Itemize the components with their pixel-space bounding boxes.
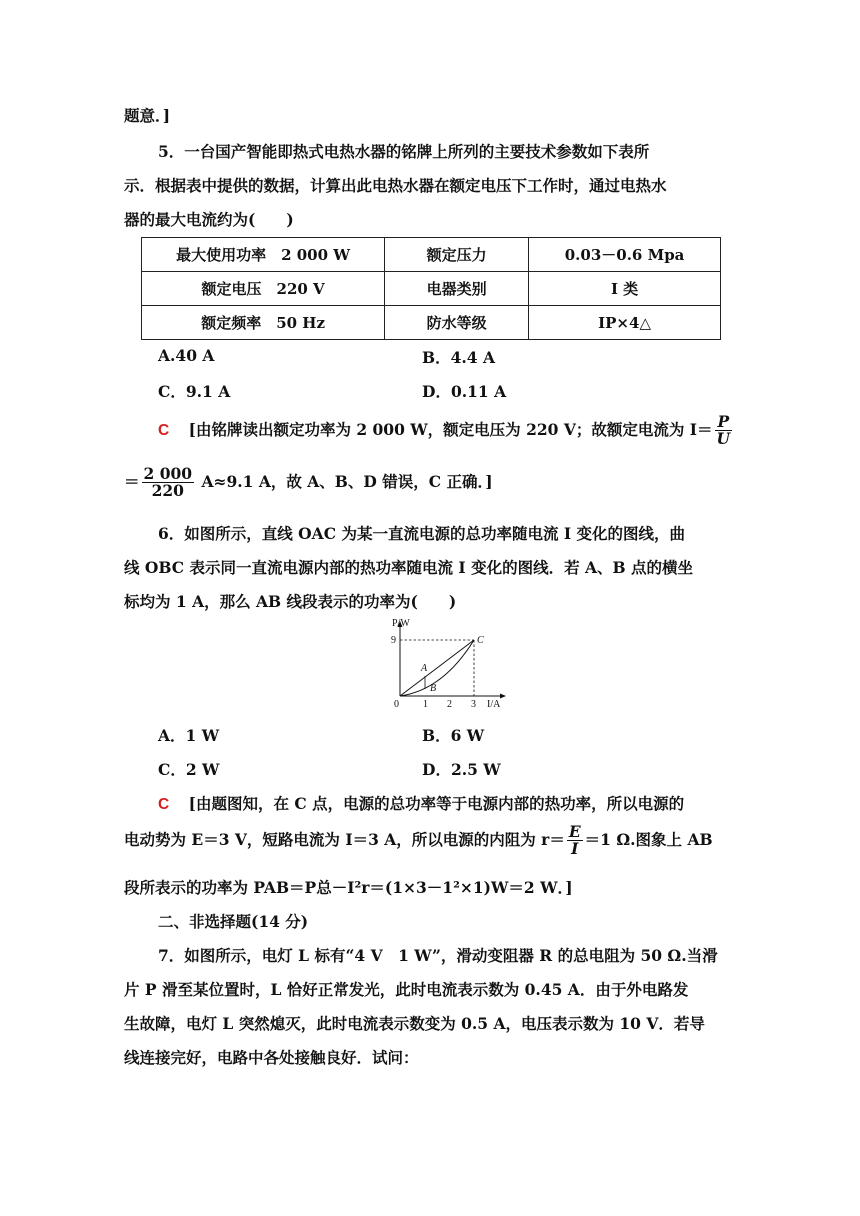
- q5-text-line3: 器的最大电流约为( ): [124, 210, 294, 229]
- table-row: [142, 238, 721, 272]
- q6-solution-text: ＝1 Ω.图象上 AB: [584, 829, 713, 849]
- x-tick-2: 2: [447, 699, 452, 710]
- table-cell: 电器类别: [385, 272, 529, 306]
- y-tick-9: 9: [391, 635, 396, 646]
- power-current-figure: [388, 618, 512, 710]
- q5-solution-line1: [158, 414, 734, 448]
- x-axis-label: I/A: [487, 699, 501, 710]
- q6-option-d: D．2.5 W: [422, 760, 501, 779]
- point-b-label: B: [430, 683, 437, 694]
- x-axis-arrow: [500, 694, 506, 699]
- q5-answer: C: [158, 421, 170, 439]
- table-cell: 额定频率 50 Hz: [142, 306, 385, 340]
- q6-answer: C: [158, 796, 170, 813]
- table-cell: IP×4△: [529, 306, 721, 340]
- continued-text: 题意．]: [124, 106, 171, 125]
- spec-table: [141, 237, 721, 340]
- q6-text-line1: 6．如图所示，直线 OAC 为某一直流电源的总功率随电流 I 变化的图线，曲: [158, 524, 685, 543]
- q5-option-c: C．9.1 A: [158, 382, 231, 401]
- table-cell: 0.03－0.6 Mpa: [529, 238, 721, 272]
- q5-text-line1: 5．一台国产智能即热式电热水器的铭牌上所列的主要技术参数如下表所: [158, 142, 650, 161]
- section-heading: 二、非选择题(14 分): [158, 912, 309, 931]
- q6-solution-line1: [158, 792, 684, 814]
- origin-label: 0: [394, 699, 399, 710]
- equals-sign: ＝: [124, 471, 140, 491]
- fraction: [715, 414, 733, 448]
- fraction-denominator: U: [716, 429, 731, 449]
- q6-solution-line2: [124, 824, 713, 858]
- x-tick-1: 1: [423, 699, 428, 710]
- x-tick-3: 3: [471, 699, 476, 710]
- q6-solution-line3: 段所表示的功率为 PAB＝P总－I²r＝(1×3－1²×1)W＝2 W．]: [124, 878, 573, 897]
- table-cell: I 类: [529, 272, 721, 306]
- q7-text-line1: 7．如图所示，电灯 L 标有“4 V 1 W”，滑动变阻器 R 的总电阻为 50 Ω.当滑: [158, 946, 718, 965]
- q5-solution-text: [由铭牌读出额定功率为 2 000 W，额定电压为 220 V；故额定电流为 I＝: [188, 419, 713, 439]
- table-row: [142, 272, 721, 306]
- q6-option-a: A．1 W: [158, 726, 220, 745]
- table-cell: 额定压力: [385, 238, 529, 272]
- q6-solution-text: [由题图知，在 C 点，电源的总功率等于电源内部的热功率，所以电源的: [188, 794, 685, 813]
- q7-text-line3: 生故障，电灯 L 突然熄灭，此时电流表示数变为 0.5 A，电压表示数为 10 V．若导: [124, 1014, 705, 1033]
- q5-option-a: A.40 A: [158, 346, 215, 365]
- fraction-numerator: E: [568, 822, 581, 841]
- fraction: [567, 824, 583, 858]
- fraction-denominator: 220: [151, 481, 184, 501]
- q6-text-line2: 线 OBC 表示同一直流电源内部的热功率随电流 I 变化的图线．若 A、B 点的横坐: [124, 558, 693, 577]
- fraction-numerator: 2 000: [143, 464, 193, 483]
- fraction-denominator: I: [571, 839, 579, 859]
- q5-text-line2: 示．根据表中提供的数据，计算出此电热水器在额定电压下工作时，通过电热水: [124, 176, 667, 195]
- line-oac: [400, 640, 474, 696]
- fraction: [142, 466, 195, 500]
- point-a-label: A: [421, 663, 428, 674]
- table-cell: 最大使用功率 2 000 W: [142, 238, 385, 272]
- y-axis-label: P/W: [392, 618, 410, 629]
- q7-text-line2: 片 P 滑至某位置时，L 恰好正常发光，此时电流表示数为 0.45 A．由于外电路发: [124, 980, 689, 999]
- q5-option-d: D．0.11 A: [422, 382, 507, 401]
- table-row: [142, 306, 721, 340]
- table-cell: 额定电压 220 V: [142, 272, 385, 306]
- q5-solution-line2: [124, 466, 493, 500]
- q5-option-b: B．4.4 A: [422, 348, 495, 367]
- q6-option-b: B．6 W: [422, 726, 485, 745]
- q6-option-c: C．2 W: [158, 760, 220, 779]
- q6-text-line3: 标均为 1 A，那么 AB 线段表示的功率为( ): [124, 592, 457, 611]
- q6-solution-text: 电动势为 E＝3 V，短路电流为 I＝3 A，所以电源的内阻为 r＝: [124, 829, 565, 849]
- point-c-label: C: [477, 635, 484, 646]
- q5-solution-text: A≈9.1 A，故 A、B、D 错误，C 正确．]: [201, 471, 493, 491]
- table-cell: 防水等级: [385, 306, 529, 340]
- fraction-numerator: P: [715, 414, 733, 431]
- q7-text-line4: 线连接完好，电路中各处接触良好．试问：: [124, 1048, 419, 1067]
